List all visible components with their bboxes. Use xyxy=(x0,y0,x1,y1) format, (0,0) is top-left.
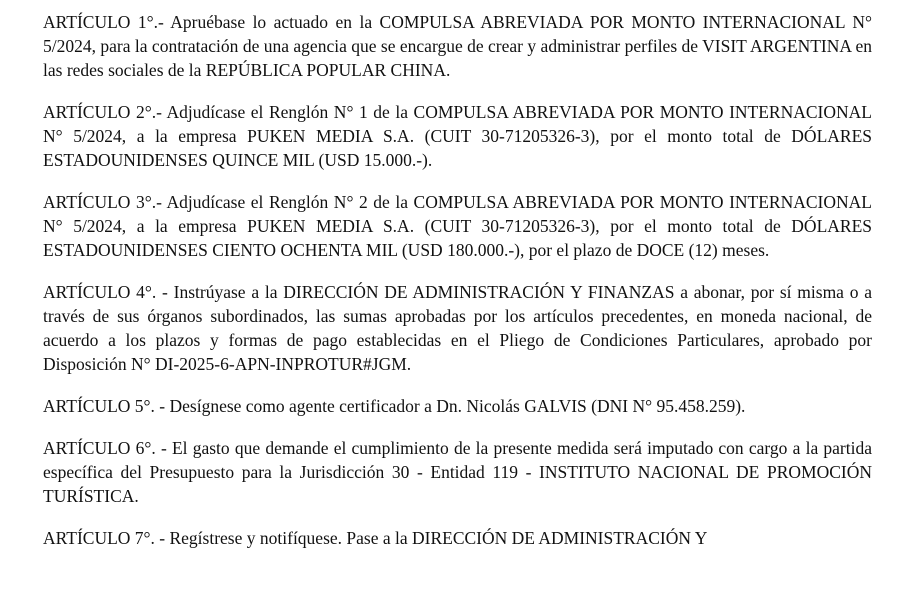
article-7: ARTÍCULO 7°. - Regístrese y notifíquese. Pase a la DIRECCIÓN DE ADMINISTRACIÓN Y xyxy=(43,528,708,548)
article-6: ARTÍCULO 6°. - El gasto que demande el cumplimiento de la presente medida será imputado con cargo a la partida específica del Presupuesto para la Jurisdicción 30 - Entidad 119 - INSTITUTO NACIONAL DE PROMOCIÓN TURÍSTICA. xyxy=(43,438,872,506)
article-1: ARTÍCULO 1°.- Apruébase lo actuado en la COMPULSA ABREVIADA POR MONTO INTERNACIONAL N° 5/2024, para la contratación de una agencia que se encargue de crear y administrar perfiles de VISIT ARGENTINA en las redes sociales de la REPÚBLICA POPULAR CHINA. xyxy=(43,12,872,80)
article-3: ARTÍCULO 3°.- Adjudícase el Renglón N° 2 de la COMPULSA ABREVIADA POR MONTO INTERNACIONAL N° 5/2024, a la empresa PUKEN MEDIA S.A. (CUIT 30-71205326-3), por el monto total de DÓLARES ESTADOUNIDENSES CIENTO OCHENTA MIL (USD 180.000.-), por el plazo de DOCE (12) meses. xyxy=(43,192,872,260)
article-4: ARTÍCULO 4°. - Instrúyase a la DIRECCIÓN DE ADMINISTRACIÓN Y FINANZAS a abonar, por sí misma o a través de sus órganos subordinados, las sumas aprobadas por los artículos precedentes, en moneda nacional, de acuerdo a los plazos y formas de pago establecidas en el Pliego de Condiciones Particulares, aprobado por Disposición N° DI-2025-6-APN-INPROTUR#JGM. xyxy=(43,282,872,374)
document-heading xyxy=(43,0,872,2)
document-body xyxy=(43,0,872,568)
article-2: ARTÍCULO 2°.- Adjudícase el Renglón N° 1 de la COMPULSA ABREVIADA POR MONTO INTERNACIONAL N° 5/2024, a la empresa PUKEN MEDIA S.A. (CUIT 30-71205326-3), por el monto total de DÓLARES ESTADOUNIDENSES QUINCE MIL (USD 15.000.-). xyxy=(43,102,872,170)
article-5: ARTÍCULO 5°. - Desígnese como agente certificador a Dn. Nicolás GALVIS (DNI N° 95.458.259). xyxy=(43,396,746,416)
